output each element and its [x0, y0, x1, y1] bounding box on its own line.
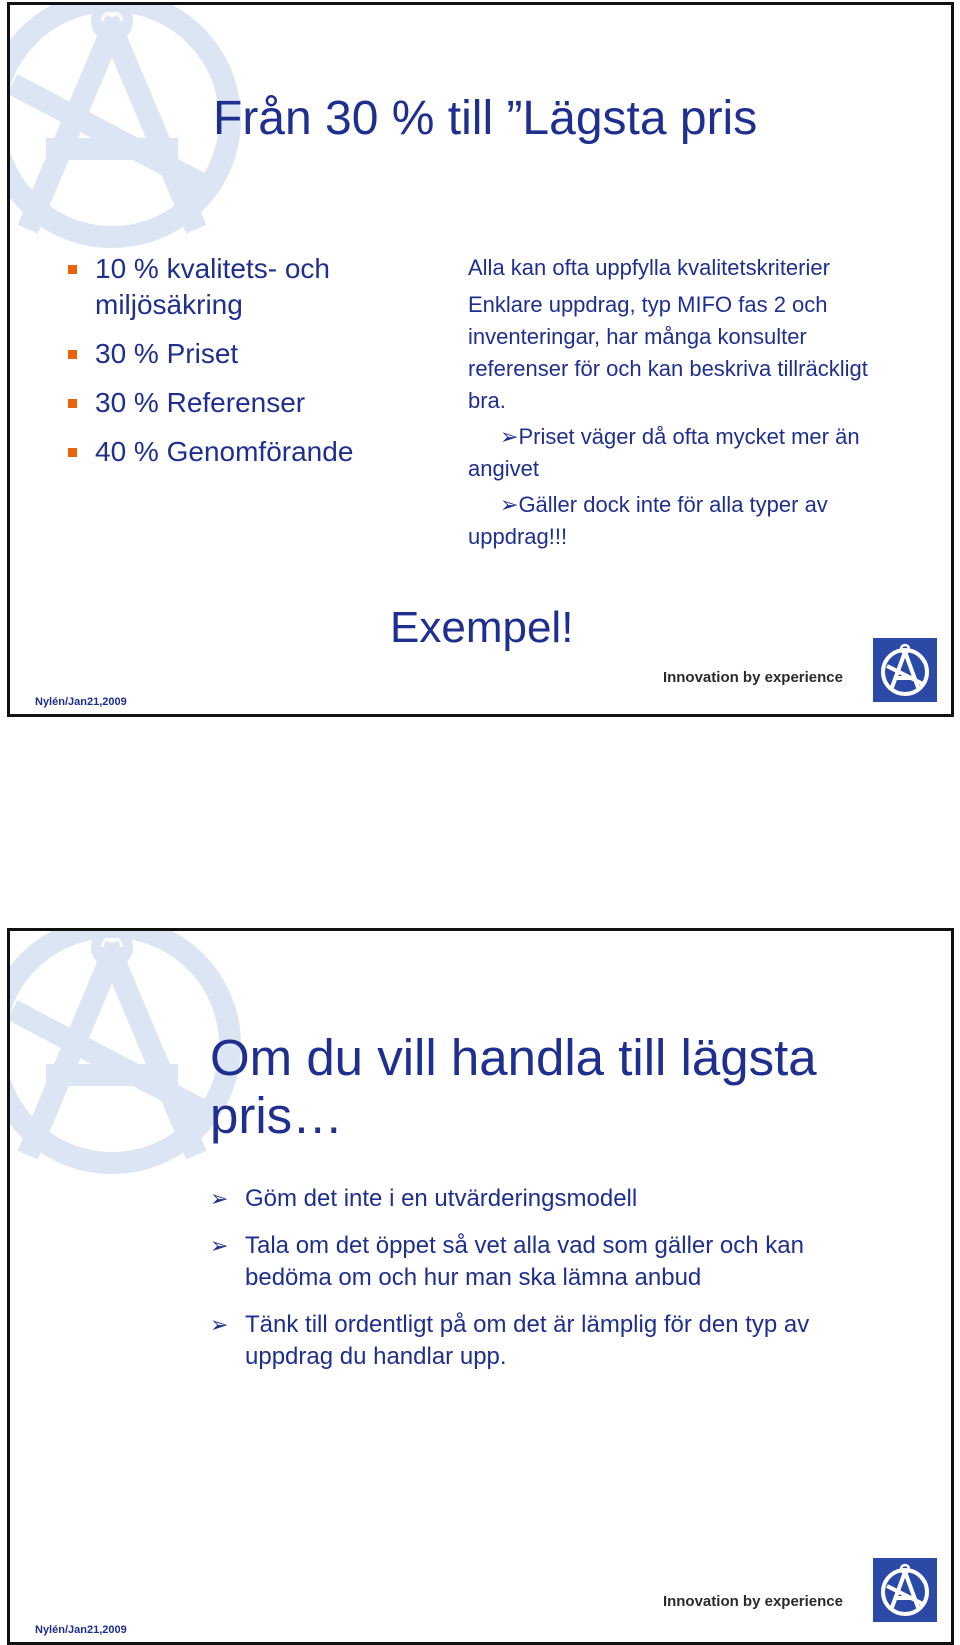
advice-list	[210, 1183, 890, 1388]
list-item: ➢ Tala om det öppet så vet alla vad som gäller och kan bedöma om och hur man ska lämna anbud	[210, 1232, 804, 1291]
square-bullet-icon	[68, 265, 77, 274]
afconsult-logo-icon	[873, 1558, 937, 1622]
arrow-bullet-icon: ➢	[500, 492, 519, 517]
list-item: ➢ Tänk till ordentligt på om det är lämplig för den typ av uppdrag du handlar upp.	[210, 1311, 810, 1370]
list-item: 40 % Genomförande	[65, 434, 405, 470]
explanation-text	[468, 252, 908, 553]
sub-point: ➢Gäller dock inte för alla typer av uppdrag!!!	[468, 492, 828, 549]
paragraph: Alla kan ofta uppfylla kvalitetskriterier	[468, 255, 830, 280]
list-item: 30 % Referenser	[65, 385, 405, 421]
footer-author-date: Nylén/Jan21,2009	[35, 1624, 127, 1636]
list-item: 30 % Priset	[65, 336, 405, 372]
tagline: Innovation by experience	[662, 1593, 843, 1610]
list-item: 10 % kvalitets- och miljösäkring	[65, 251, 405, 323]
arrow-bullet-icon: ➢	[210, 1186, 229, 1211]
slide-title: Om du vill handla till lägsta pris…	[210, 1029, 817, 1144]
sub-point: ➢Priset väger då ofta mycket mer än angivet	[468, 424, 860, 481]
arrow-bullet-icon: ➢	[210, 1233, 229, 1258]
arrow-bullet-icon: ➢	[210, 1312, 229, 1337]
square-bullet-icon	[68, 350, 77, 359]
criteria-list	[65, 251, 405, 483]
square-bullet-icon	[68, 399, 77, 408]
tagline: Innovation by experience	[662, 669, 843, 686]
square-bullet-icon	[68, 448, 77, 457]
arrow-bullet-icon: ➢	[500, 424, 519, 449]
paragraph: Enklare uppdrag, typ MIFO fas 2 och inventeringar, har många konsulter referenser för och kan beskriva tillräckligt bra.	[468, 292, 868, 413]
footer-author-date: Nylén/Jan21,2009	[35, 696, 127, 708]
list-item: ➢ Göm det inte i en utvärderingsmodell	[210, 1183, 890, 1215]
slide-title: Från 30 % till ”Lägsta pris	[213, 92, 758, 145]
slide-2	[7, 928, 954, 1645]
afconsult-logo-icon	[873, 638, 937, 702]
slide-1	[7, 2, 954, 717]
example-heading: Exempel!	[390, 603, 574, 652]
